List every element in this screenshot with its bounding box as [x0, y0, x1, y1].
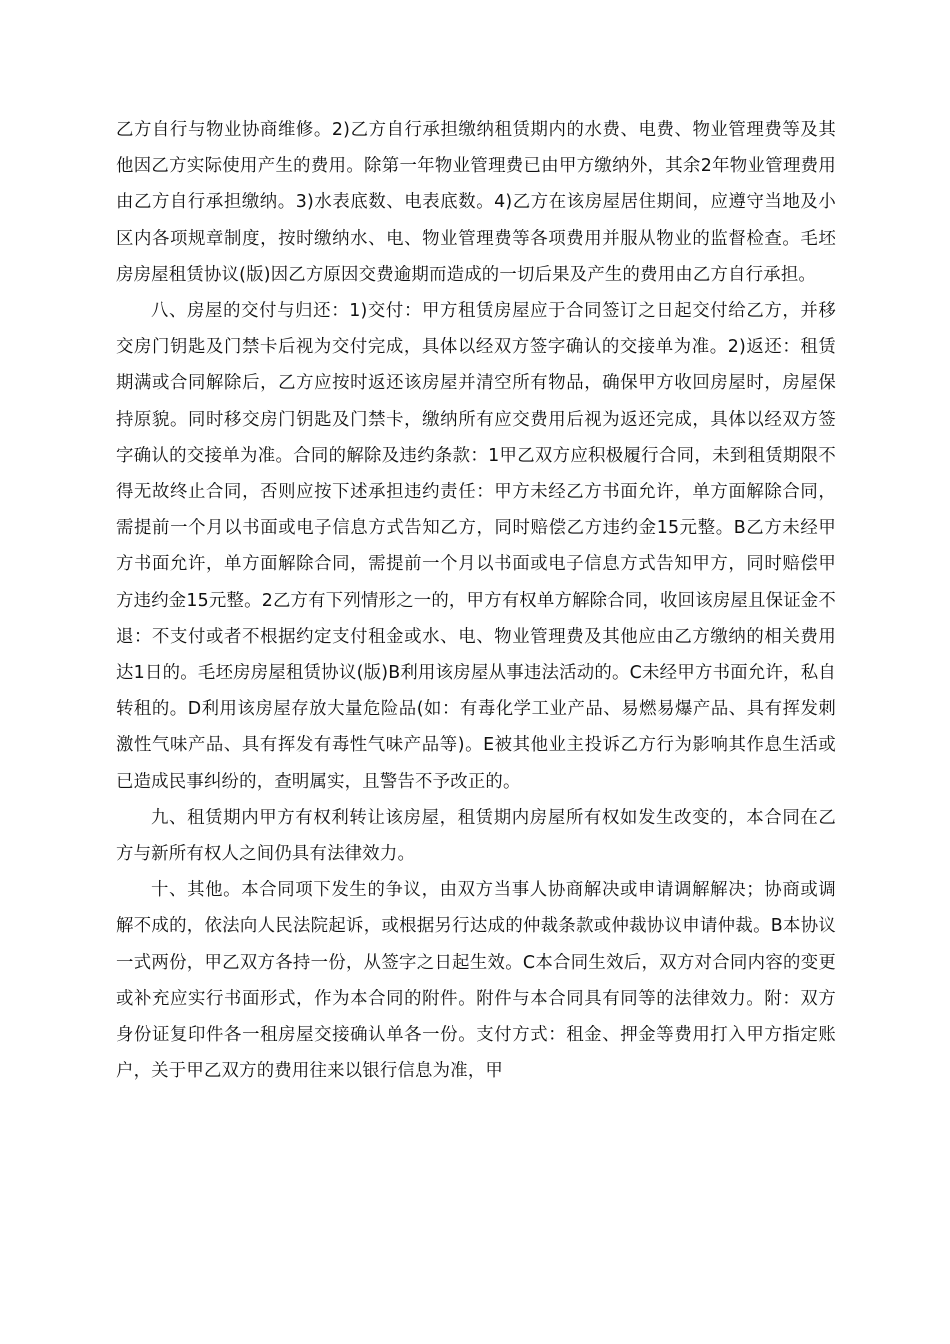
document-body — [116, 112, 836, 1089]
paragraph-section-9-transfer: 九、租赁期内甲方有权利转让该房屋，租赁期内房屋所有权如发生改变的，本合同在乙方与新所有权人之间仍具有法律效力。 — [116, 807, 836, 865]
paragraph-utilities: 乙方自行与物业协商维修。2)乙方自行承担缴纳租赁期内的水费、电费、物业管理费等及其他因乙方实际使用产生的费用。除第一年物业管理费已由甲方缴纳外，其余2年物业管理费用由乙方自行承担缴纳。3)水表底数、电表底数。4)乙方在该房屋居住期间，应遵守当地及小区内各项规章制度，按时缴纳水、电、物业管理费等各项费用并服从物业的监督检查。毛坯房房屋租赁协议(版)因乙方原因交费逾期而造成的一切后果及产生的费用由乙方自行承担。 — [116, 120, 836, 285]
paragraph-section-8-delivery-return: 八、房屋的交付与归还：1)交付：甲方租赁房屋应于合同签订之日起交付给乙方，并移交房门钥匙及门禁卡后视为交付完成，具体以经双方签字确认的交接单为准。2)返还：租赁期满或合同解除后，乙方应按时返还该房屋并清空所有物品，确保甲方收回房屋时，房屋保持原貌。同时移交房门钥匙及门禁卡，缴纳所有应交费用后视为返还完成，具体以经双方签字确认的交接单为准。合同的解除及违约条款：1甲乙双方应积极履行合同，未到租赁期限不得无故终止合同，否则应按下述承担违约责任：甲方未经乙方书面允许，单方面解除合同，需提前一个月以书面或电子信息方式告知乙方，同时赔偿乙方违约金15元整。B乙方未经甲方书面允许，单方面解除合同，需提前一个月以书面或电子信息方式告知甲方，同时赔偿甲方违约金15元整。2乙方有下列情形之一的，甲方有权单方解除合同，收回该房屋且保证金不退：不支付或者不根据约定支付租金或水、电、物业管理费及其他应由乙方缴纳的相关费用达1日的。毛坯房房屋租赁协议(版)B利用该房屋从事违法活动的。C未经甲方书面允许，私自转租的。D利用该房屋存放大量危险品(如：有毒化学工业产品、易燃易爆产品、具有挥发刺激性气味产品、具有挥发有毒性气味产品等)。E被其他业主投诉乙方行为影响其作息生活或已造成民事纠纷的，查明属实，且警告不予改正的。 — [116, 301, 836, 792]
paragraph-section-10-other: 十、其他。本合同项下发生的争议，由双方当事人协商解决或申请调解解决；协商或调解不成的，依法向人民法院起诉，或根据另行达成的仲裁条款或仲裁协议申请仲裁。B本协议一式两份，甲乙双方各持一份，从签字之日起生效。C本合同生效后，双方对合同内容的变更或补充应实行书面形式，作为本合同的附件。附件与本合同具有同等的法律效力。附：双方身份证复印件各一租房屋交接确认单各一份。支付方式：租金、押金等费用打入甲方指定账户，关于甲乙双方的费用往来以银行信息为准，甲 — [116, 880, 836, 1082]
